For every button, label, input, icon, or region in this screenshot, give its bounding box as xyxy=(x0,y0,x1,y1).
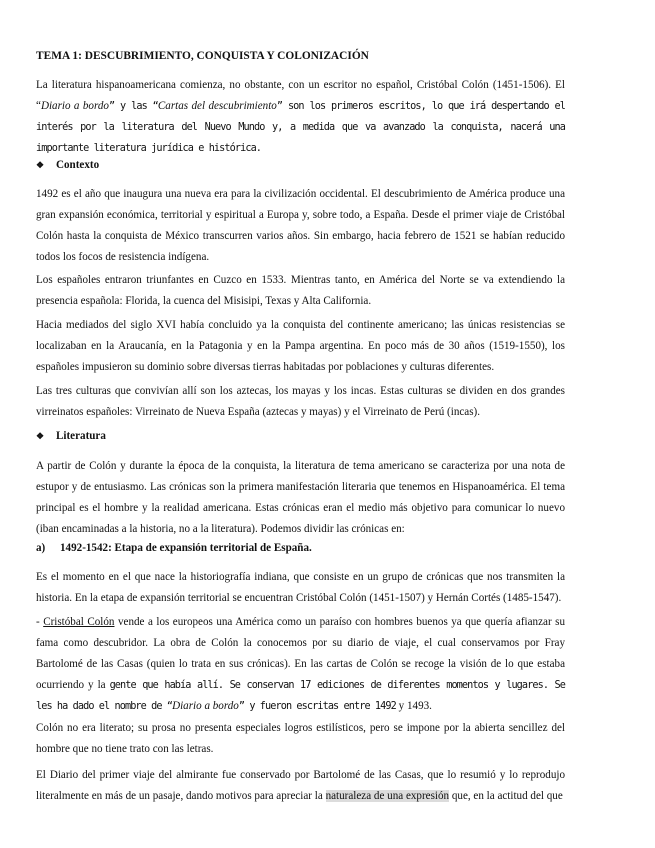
section-heading-label: Literatura xyxy=(56,430,106,442)
colon-text-condensed: gente que había allí. Se conservan 17 ediciones de diferentes momentos y lugares. Se les ha dado el nombre de “ xyxy=(36,680,565,712)
intro-text-3: ” son los primeros escritos, lo que irá despertando el interés por la literatura del Nuevo Mundo y, a medida que va avanzado la conquista, nacerá una importante literatura jurídica e histórica. xyxy=(36,101,565,154)
colon-name: Cristóbal Colón xyxy=(43,616,115,628)
paragraph-4-text: El Diario del primer viaje del almirante fue conservado por Bartolomé de las Casas, que lo resumió y lo reprodujo literalmente en más de un pasaje, dando motivos para apreciar la xyxy=(36,769,565,802)
colon-dash: - xyxy=(36,616,44,628)
subsection-heading-etapa-a xyxy=(36,542,565,554)
intro-italic-cartas: Cartas del descubrimiento xyxy=(157,100,277,112)
literatura-paragraph-1: A partir de Colón y durante la época de la conquista, la literatura de tema americano se caracteriza por una nota de estupor y de entusiasmo. Las crónicas son la primera manifestación literaria que tenemos en Hispanoamérica. El tema principal es el hombre y la realidad americana. Estas crónicas eran el medio más objetivo para comunicar lo nuevo (iban encaminadas a la historia, no a la literatura). Podemos dividir las crónicas en: xyxy=(36,460,565,535)
section-heading-contexto xyxy=(36,159,565,171)
contexto-paragraph-3: Hacia mediados del siglo XVI había concluido ya la conquista del continente americano; las únicas resistencias se localizaban en la Araucanía, en la Patagonia y en la Pampa argentina. En poco más de 30 años (1519-1550), los españoles impusieron su dominio sobre diversas tierras habitadas por poblaciones y culturas diferentes. xyxy=(36,319,565,373)
intro-text-1: La literatura hispanoamericana comienza, no obstante, con un escritor no español, Cristóbal Colón (1451-1506). El “ xyxy=(36,79,565,112)
document-title: TEMA 1: DESCUBRIMIENTO, CONQUISTA Y COLONIZACIÓN xyxy=(36,50,369,62)
intro-text-2: ” y las “ xyxy=(108,101,158,112)
contexto-paragraph-2: Los españoles entraron triunfantes en Cuzco en 1533. Mientras tanto, en América del Norte se va extendiendo la presencia española: Florida, la cuenca del Misisipi, Texas y Alta California. xyxy=(36,274,565,307)
etapa-a-paragraph-3: Colón no era literato; su prosa no presenta especiales logros estilísticos, pero se impone por la abierta sencillez del hombre que no tiene trato con las letras. xyxy=(36,722,565,755)
diamond-bullet-icon: ❖ xyxy=(36,160,45,170)
etapa-a-paragraph-4 xyxy=(36,765,565,807)
diamond-bullet-icon: ❖ xyxy=(36,431,45,441)
section-heading-literatura xyxy=(36,430,565,442)
etapa-a-paragraph-1: Es el momento en el que nace la historiografía indiana, que consiste en un grupo de crónicas que nos transmiten la historia. En la etapa de expansión territorial se encuentran Cristóbal Colón (1451-1507) y Hernán Cortés (1485-1547). xyxy=(36,571,565,604)
colon-text: vende a los europeos una América como un paraíso con hombres buenos ya que quería afianzar su fama como descubridor. La obra de Colón la conocemos por su diario de viaje, el cual conservamos por Fray Bartolomé de las Casas (quien lo trata en sus crónicas). En las cartas de Colón se recoge la visión de lo que estaba ocurriendo y la xyxy=(36,616,565,691)
intro-paragraph xyxy=(36,75,565,159)
section-heading-label: Contexto xyxy=(56,159,100,171)
contexto-paragraph-4: Las tres culturas que convivían allí son los aztecas, los mayas y los incas. Estas culturas se dividen en dos grandes virreinatos españoles: Virreinato de Nueva España (aztecas y mayas) y el Virreinato de Perú (incas). xyxy=(36,385,565,418)
colon-text-end: y 1493. xyxy=(395,700,432,712)
colon-italic-diario: Diario a bordo xyxy=(172,700,239,712)
colon-paragraph xyxy=(36,612,565,717)
intro-italic-diario: Diario a bordo xyxy=(40,100,109,112)
paragraph-4-text-end: que, en la actitud del que xyxy=(449,790,563,802)
highlighted-text: naturaleza de una expresión xyxy=(325,790,450,802)
subsection-heading-label: 1492-1542: Etapa de expansión territorial de España. xyxy=(60,542,312,554)
contexto-paragraph-1: 1492 es el año que inaugura una nueva era para la civilización occidental. El descubrimiento de América produce una gran expansión económica, territorial y espiritual a Europa y, sobre todo, a España. Desde el primer viaje de Cristóbal Colón hasta la conquista de México transcurren varios años. Sin embargo, hacia febrero de 1521 se habían reducido todos los focos de resistencia indígena. xyxy=(36,188,565,263)
colon-text-condensed-2: ” y fueron escritas entre 1492 xyxy=(238,701,396,712)
list-label: a) xyxy=(36,542,46,554)
